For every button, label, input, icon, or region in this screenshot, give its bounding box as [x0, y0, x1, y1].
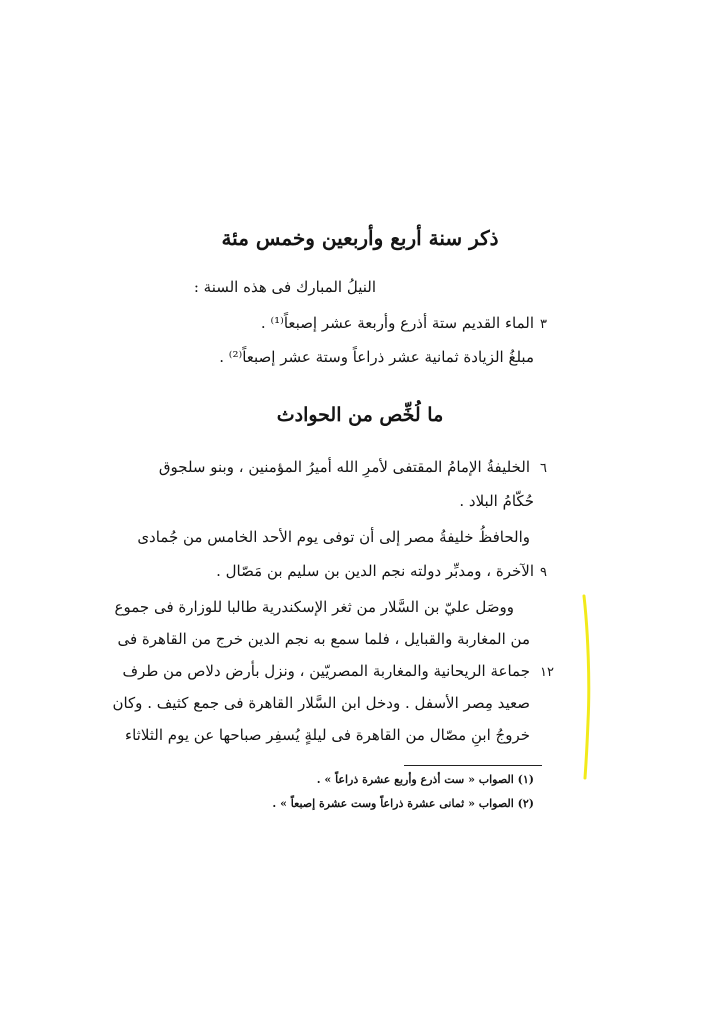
highlighter-stroke [584, 596, 589, 778]
body-line: ووصَل عليّ بن السَّلار من ثغر الإسكندرية طالبا للوزارة فى جموع [114, 598, 514, 616]
line-number-12: ١٢ [540, 665, 554, 680]
body-line: من المغاربة والقبايل ، فلما سمع به نجم الدين خرج من القاهرة فى [117, 630, 530, 648]
line-number-6: ٦ [540, 461, 547, 476]
highlighter-margin-mark [578, 592, 598, 782]
nile-intro: النيلُ المبارك فى هذه السنة : [193, 278, 376, 296]
events-heading: ما لُخِّص من الحوادث [276, 404, 444, 426]
nile-old-water: الماء القديم ستة أذرع وأربعة عشر إصبعاً⁽¹⁾ . [260, 314, 534, 332]
body-line: والحافظُ خليفةُ مصر إلى أن توفى يوم الأحد الخامس من جُمادى [137, 528, 530, 546]
footnote-divider [404, 765, 542, 766]
section-heading: ذكر سنة أربع وأربعين وخمس مئة [221, 226, 499, 250]
body-line: الخليفةُ الإمامُ المقتفى لأمرِ الله أميرُ المؤمنين ، وبنو سلجوق [158, 458, 530, 476]
body-line: صعيد مِصر الأسفل . ودخل ابن السَّلار القاهرة فى جمع كثيف . وكان [112, 694, 530, 712]
line-number-9: ٩ [540, 565, 547, 580]
footnote-2: (٢) الصواب « ثمانى عشرة ذراعاً وست عشرة إصبعاً » . [272, 797, 534, 810]
body-line: خروجُ ابنِ مصّال من القاهرة فى ليلةٍ يُسفِر صباحها عن يوم الثلاثاء [125, 726, 530, 744]
line-number-3: ٣ [540, 317, 547, 332]
nile-increase: مبلغُ الزيادة ثمانية عشر ذراعاً وستة عشر إصبعاً⁽²⁾ . [219, 348, 534, 366]
body-line: حُكّامُ البلاد . [459, 492, 534, 510]
body-line: جماعة الريحانية والمغاربة المصريّين ، ونزل بأرض دلاص من طرف [122, 662, 530, 680]
body-line: الآخرة ، ومدبِّر دولته نجم الدين بن سليم بن مَصّال . [216, 562, 534, 580]
footnote-1: (١) الصواب « ست أذرع وأربع عشرة ذراعاً » . [316, 773, 534, 786]
